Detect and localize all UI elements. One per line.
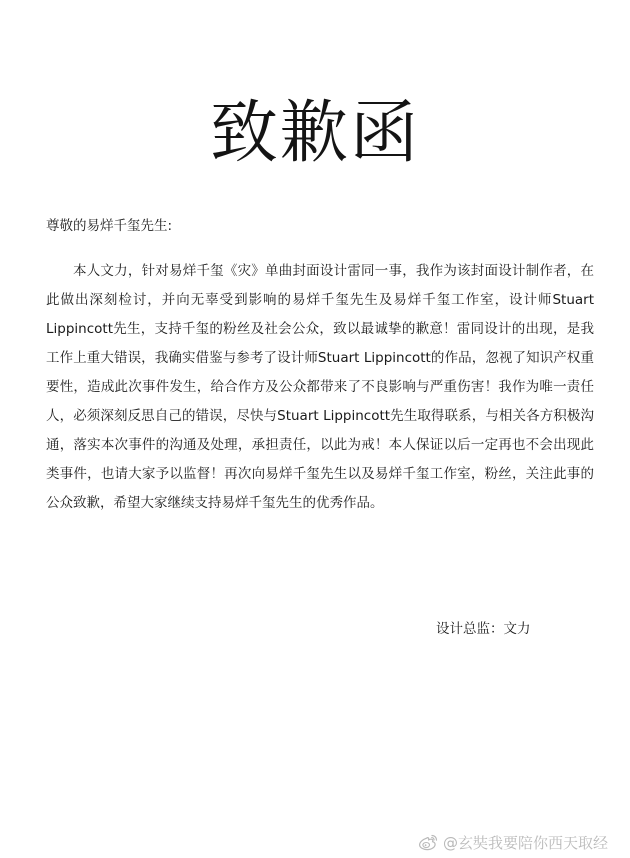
signature: 设计总监：文力 bbox=[436, 621, 531, 637]
letter-title: 致歉函 bbox=[209, 94, 420, 173]
letter-body: 本人文力，针对易烊千玺《灾》单曲封面设计雷同一事，我作为该封面设计制作者，在此做出深刻检讨，并向无辜受到影响的易烊千玺先生及易烊千玺工作室，设计师Stuart Lippincott先生，支持千玺的粉丝及社会公众，致以最诚挚的歉意！雷同设计的出现，是我工作上重大错误，我确实借鉴与参考了设计师Stuart Lippincott的作品，忽视了知识产权重要性，造成此次事件发生，给合作方及公众都带来了不良影响与严重伤害！我作为唯一责任人，必须深刻反思自己的错误，尽快与Stuart Lippincott先生取得联系，与相关各方积极沟通，落实本次事件的沟通及处理，承担责任，以此为戒！本人保证以后一定再也不会出现此类事件，也请大家予以监督！再次向易烊千玺先生以及易烊千玺工作室，粉丝，关注此事的公众致歉，希望大家继续支持易烊千玺先生的优秀作品。 bbox=[46, 263, 594, 511]
watermark-text: @玄奘我要陪你西天取经 bbox=[443, 833, 609, 852]
salutation: 尊敬的易烊千玺先生: bbox=[46, 218, 173, 234]
watermark bbox=[418, 831, 608, 853]
weibo-icon bbox=[418, 834, 438, 851]
